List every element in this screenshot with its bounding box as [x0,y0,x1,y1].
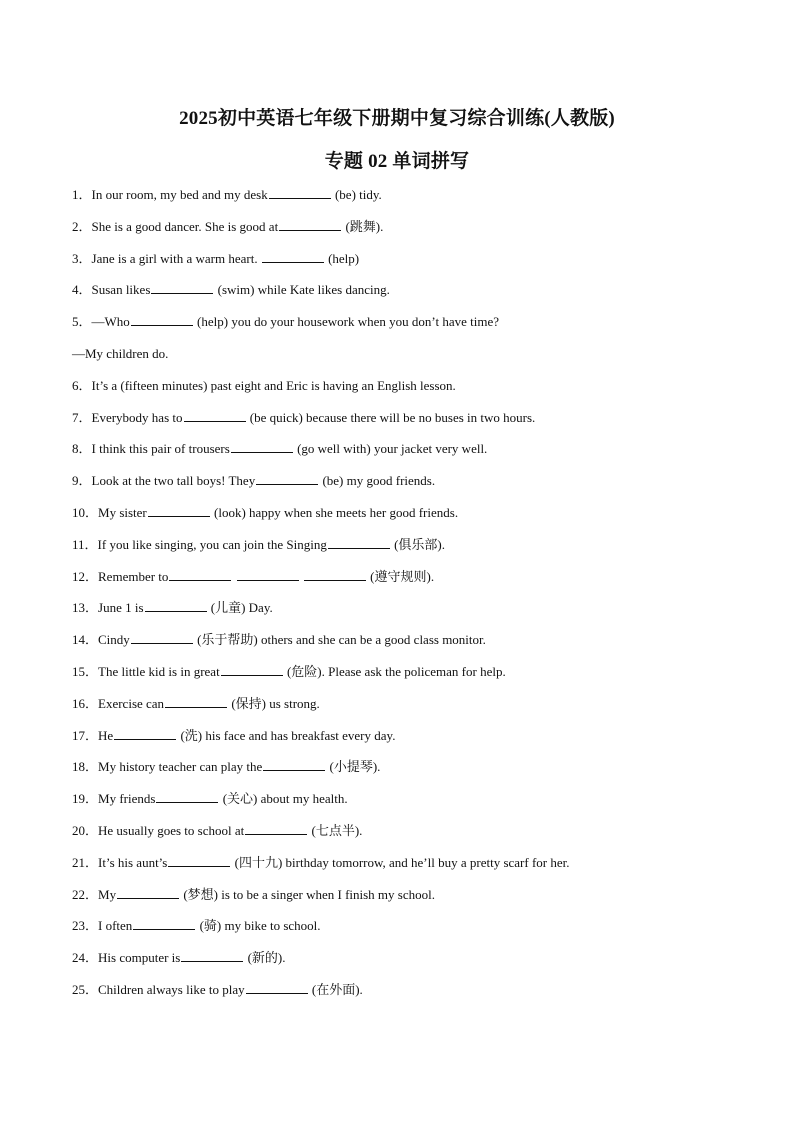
exercise-item [72,693,732,725]
item-text: —Who [91,314,130,330]
exercise-item [72,661,732,693]
item-text: (关心) about my health. [219,791,348,807]
item-number: 6． [72,377,92,393]
item-text: (be) my good friends. [319,473,436,489]
exercise-item [72,820,732,852]
page-subtitle: 专题 02 单词拼写 [324,151,470,172]
item-number: 1． [72,187,92,202]
exercise-list [72,184,732,1011]
exercise-item [72,502,732,534]
item-text: It’s his aunt’s [98,854,168,870]
answer-blank[interactable] [165,706,227,708]
item-text: (小提琴). [326,759,381,775]
item-number: 18． [72,759,99,775]
answer-blank[interactable] [148,515,210,517]
answer-blank[interactable] [184,420,246,422]
item-text: (骑) my bike to school. [196,918,321,934]
item-text: (洗) his face and has breakfast every day. [177,727,396,743]
answer-blank[interactable] [256,483,318,485]
item-text: (跳舞). [342,218,384,234]
item-number: 2． [72,218,92,234]
answer-blank[interactable] [304,579,366,581]
item-text: Susan likes [91,282,151,298]
exercise-item [72,216,732,248]
item-number: 25． [72,981,99,997]
item-text: (七点半). [308,822,363,838]
item-text [300,569,303,584]
item-number: 4． [72,282,92,298]
item-text: (help) you do your housework when you don’t have time? [193,314,499,330]
exercise-item [72,884,732,916]
item-text: My [98,886,117,902]
answer-blank[interactable] [246,992,308,994]
item-text: My history teacher can play the [98,759,263,775]
answer-blank[interactable] [262,261,324,263]
item-number: 16． [72,695,99,711]
exercise-item [72,566,732,598]
item-text: Look at the two tall boys! They [91,473,256,489]
item-text: Jane is a girl with a warm heart. [91,250,261,266]
exercise-item [72,279,732,311]
item-text: (遵守规则). [366,568,435,584]
item-text: (be quick) because there will be no buses in two hours. [246,409,536,425]
item-text: She is a good dancer. She is good at [91,218,279,234]
item-text: (在外面). [308,981,363,997]
item-number: 24． [72,950,99,966]
exercise-item [72,248,732,280]
exercise-item [72,915,732,947]
answer-blank[interactable] [156,801,218,803]
item-text: He usually goes to school at [98,822,245,838]
item-text: (swim) while Kate likes dancing. [214,282,390,298]
item-number: 19． [72,791,99,807]
exercise-item [72,184,732,216]
item-number: 3． [72,250,92,266]
item-number: 10． [72,504,99,520]
item-number: 12． [72,568,99,584]
item-text: My friends [98,791,156,807]
item-text: My sister [98,504,147,520]
item-text: (梦想) is to be a singer when I finish my school. [180,886,435,902]
item-text: If you like singing, you can join the Singing [97,536,327,552]
answer-blank[interactable] [269,197,331,199]
answer-blank[interactable] [245,833,307,835]
answer-blank[interactable] [231,451,293,453]
exercise-item [72,407,732,439]
answer-blank[interactable] [169,579,231,581]
answer-blank[interactable] [263,769,325,771]
item-text: Exercise can [98,695,165,711]
item-text: (go well with) your jacket very well. [293,441,488,457]
exercise-item [72,725,732,757]
item-text: Everybody has to [91,409,183,425]
item-text: June 1 is [98,600,144,616]
answer-blank[interactable] [237,579,299,581]
exercise-item [72,788,732,820]
answer-blank[interactable] [181,960,243,962]
item-text: (新的). [244,950,286,966]
exercise-item [72,470,732,502]
item-number: 11． [72,536,98,552]
item-text: (look) happy when she meets her good friends. [210,504,459,520]
item-number: 8． [72,441,92,457]
item-text: (危险). Please ask the policeman for help. [283,663,506,679]
answer-blank[interactable] [131,324,193,326]
item-text: I often [98,918,133,934]
item-text: (儿童) Day. [207,600,273,616]
item-number: 23． [72,918,99,934]
page-title: 2025初中英语七年级下册期中复习综合训练(人教版) [179,108,615,129]
item-text: In our room, my bed and my desk [91,187,268,202]
exercise-item [72,756,732,788]
exercise-item [72,947,732,979]
exercise-item [72,438,732,470]
exercise-item [72,597,732,629]
exercise-item [72,979,732,1011]
item-text: It’s a (fifteen minutes) past eight and Eric is having an English lesson. [91,377,456,393]
item-text: He [98,727,114,743]
item-number: 7． [72,409,92,425]
exercise-item [72,311,732,343]
answer-blank[interactable] [117,897,179,899]
item-text: Remember to [98,568,169,584]
item-number: 22． [72,886,99,902]
answer-blank[interactable] [151,292,213,294]
answer-blank[interactable] [279,229,341,231]
item-text: (help) [324,250,360,266]
item-number: 9． [72,473,92,489]
exercise-item [72,629,732,661]
exercise-item [72,534,732,566]
answer-blank[interactable] [131,642,193,644]
item-number: 17． [72,727,99,743]
item-number: 20． [72,822,99,838]
item-text: (保持) us strong. [228,695,320,711]
item-number: 14． [72,632,99,648]
item-text: His computer is [98,950,181,966]
answer-blank[interactable] [145,610,207,612]
item-text: (be) tidy. [331,187,382,202]
item-text: The little kid is in great [98,663,220,679]
item-number: 13． [72,600,99,616]
answer-blank[interactable] [168,865,230,867]
item-number: 15． [72,663,99,679]
item-number: 21． [72,854,99,870]
exercise-item [72,852,732,884]
item-text: —My children do. [72,345,169,361]
answer-blank[interactable] [114,738,176,740]
answer-blank[interactable] [328,547,390,549]
item-text: (乐于帮助) others and she can be a good class monitor. [193,632,486,648]
answer-blank[interactable] [221,674,283,676]
item-text: I think this pair of trousers [91,441,230,457]
item-text [232,569,235,584]
exercise-item [72,375,732,407]
item-text: Cindy [98,632,130,648]
item-number: 5． [72,314,92,330]
exercise-item-continuation [72,343,732,375]
item-text: (四十九) birthday tomorrow, and he’ll buy a pretty scarf for her. [231,854,570,870]
answer-blank[interactable] [133,928,195,930]
item-text: Children always like to play [98,981,245,997]
item-text: (俱乐部). [390,536,445,552]
